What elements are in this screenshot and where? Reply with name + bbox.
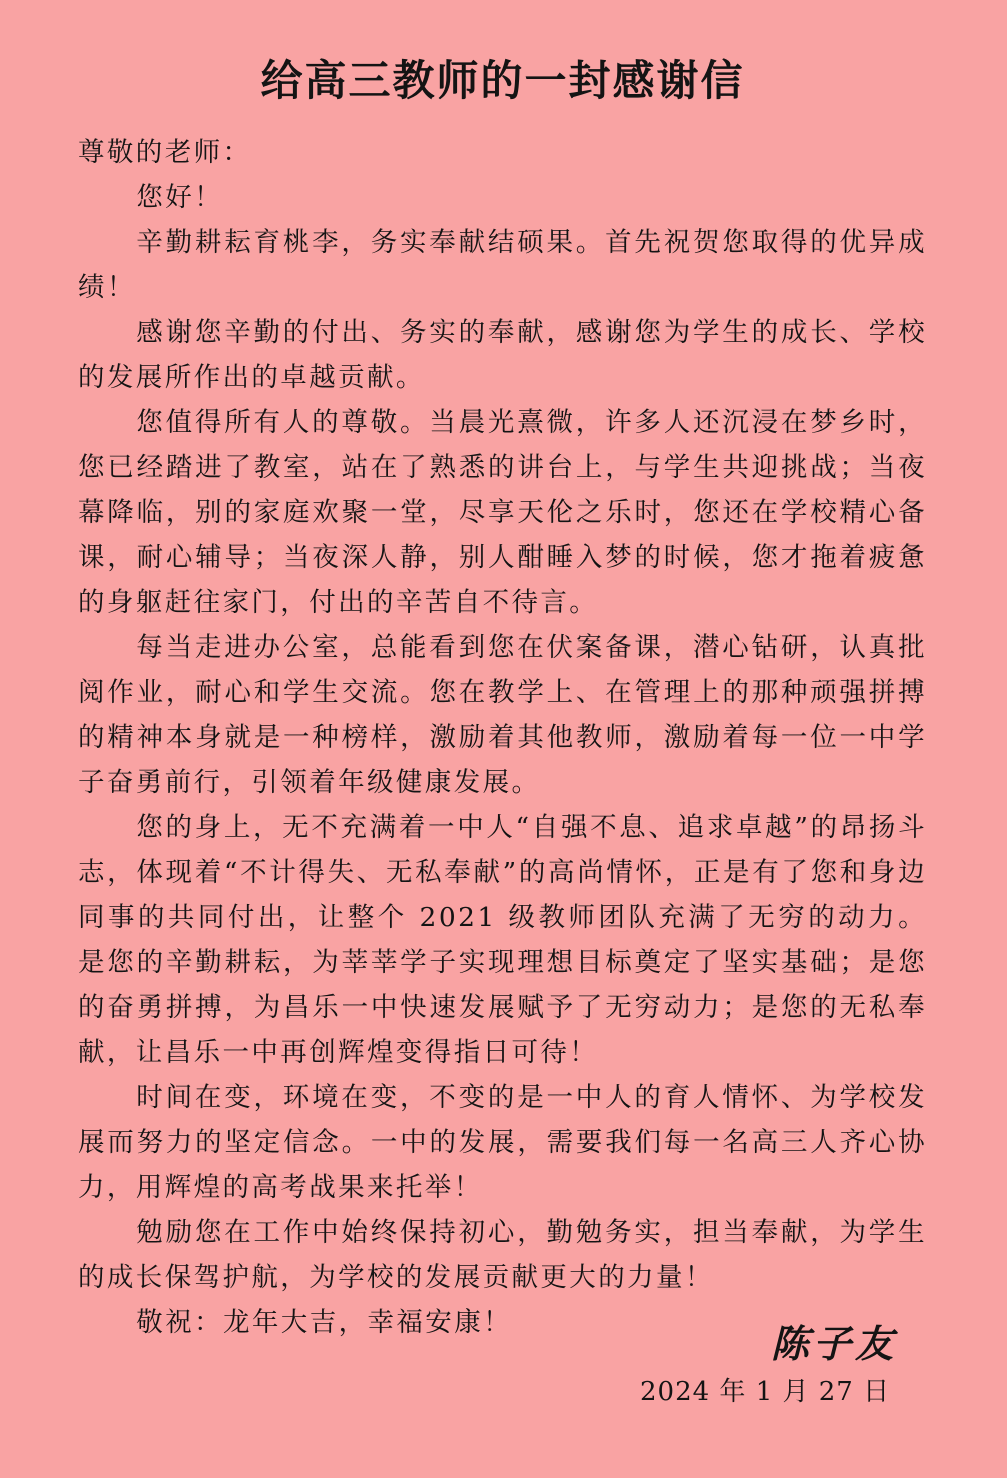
paragraph-thanks: 感谢您辛勤的付出、务实的奉献，感谢您为学生的成长、学校的发展所作出的卓越贡献。: [78, 317, 927, 393]
letter-title: 给高三教师的一封感谢信: [260, 56, 745, 105]
signature: 陈子友: [770, 1321, 897, 1366]
paragraph-change: 时间在变，环境在变，不变的是一中人的育人情怀、为学校发展而努力的坚定信念。一中的发展，需要我们每一名高三人齐心协力，用辉煌的高考战果来托举！: [78, 1082, 927, 1203]
paragraph-wishes: 敬祝：龙年大吉，幸福安康！: [136, 1307, 512, 1338]
paragraph-encouragement: 勉励您在工作中始终保持初心，勤勉务实，担当奉献，为学生的成长保驾护航，为学校的发展贡献更大的力量！: [78, 1217, 927, 1293]
paragraph-office: 每当走进办公室，总能看到您在伏案备课，潜心钻研，认真批阅作业，耐心和学生交流。您在教学上、在管理上的那种顽强拼搏的精神本身就是一种榜样，激励着其他教师，激励着每一位一中学子奋勇前行，引领着年级健康发展。: [78, 632, 927, 798]
paragraph-greeting: 您好！: [136, 182, 223, 213]
paragraph-congratulations: 辛勤耕耘育桃李，务实奉献结硕果。首先祝贺您取得的优异成绩！: [78, 227, 927, 303]
paragraph-spirit: 您的身上，无不充满着一中人“自强不息、追求卓越”的昂扬斗志，体现着“不计得失、无私奉献”的高尚情怀，正是有了您和身边同事的共同付出，让整个 2021 级教师团队充满了无穷的动力。是您的辛勤耕耘，为莘莘学子实现理想目标奠定了坚实基础；是您的奋勇拼搏，为昌乐一中快速发展赋予了无穷动力；是您的无私奉献，让昌乐一中再创辉煌变得指日可待！: [78, 812, 927, 1068]
letter-body: [78, 130, 927, 1345]
letter-date: 2024 年 1 月 27 日: [640, 1377, 891, 1407]
paragraph-respect: 您值得所有人的尊敬。当晨光熹微，许多人还沉浸在梦乡时，您已经踏进了教室，站在了熟悉的讲台上，与学生共迎挑战；当夜幕降临，别的家庭欢聚一堂，尽享天伦之乐时，您还在学校精心备课，耐心辅导；当夜深人静，别人酣睡入梦的时候，您才拖着疲惫的身躯赶往家门，付出的辛苦自不待言。: [78, 407, 927, 618]
salutation: 尊敬的老师：: [78, 137, 252, 168]
signature-block: [617, 1318, 897, 1370]
